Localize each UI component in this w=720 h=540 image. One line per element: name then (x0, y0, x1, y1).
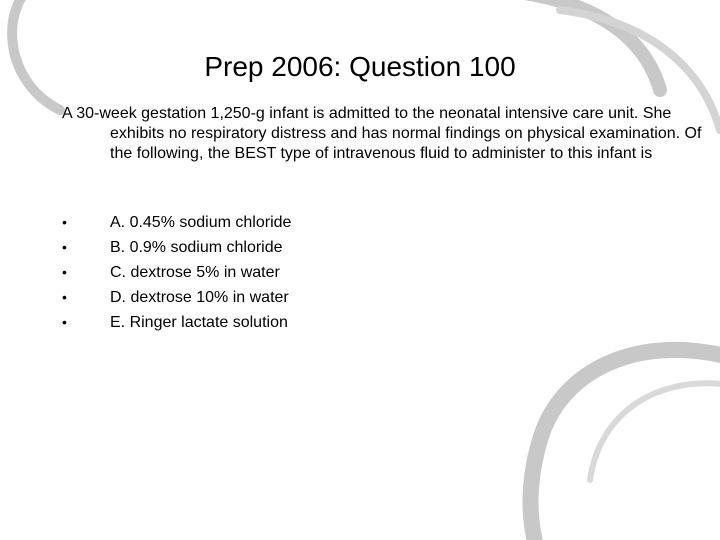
option-c-label: C. dextrose 5% in water (110, 264, 280, 281)
answer-options (62, 210, 662, 335)
option-a-label: A. 0.45% sodium chloride (110, 214, 292, 231)
option-e-label: E. Ringer lactate solution (110, 314, 288, 331)
option-d (62, 285, 662, 310)
question-text: A 30-week gestation 1,250-g infant is admitted to the neonatal intensive care unit. She exhibits no respiratory distress and has normal findings on physical examination. Of the following, the BEST type of intravenous fluid to administer to this infant is (62, 105, 702, 162)
option-b (62, 235, 662, 260)
bullet-icon: • (62, 314, 67, 330)
slide-title: Prep 2006: Question 100 (204, 51, 516, 82)
option-e (62, 310, 662, 335)
option-c (62, 260, 662, 285)
bottom-right-swirl (531, 350, 720, 540)
option-a (62, 210, 662, 235)
bullet-icon: • (62, 239, 67, 255)
option-b-label: B. 0.9% sodium chloride (110, 239, 283, 256)
bullet-icon: • (62, 264, 67, 280)
bullet-icon: • (62, 214, 67, 230)
bottom-right-swirl-inner (590, 383, 720, 480)
bullet-icon: • (62, 289, 67, 305)
option-d-label: D. dextrose 10% in water (110, 289, 289, 306)
